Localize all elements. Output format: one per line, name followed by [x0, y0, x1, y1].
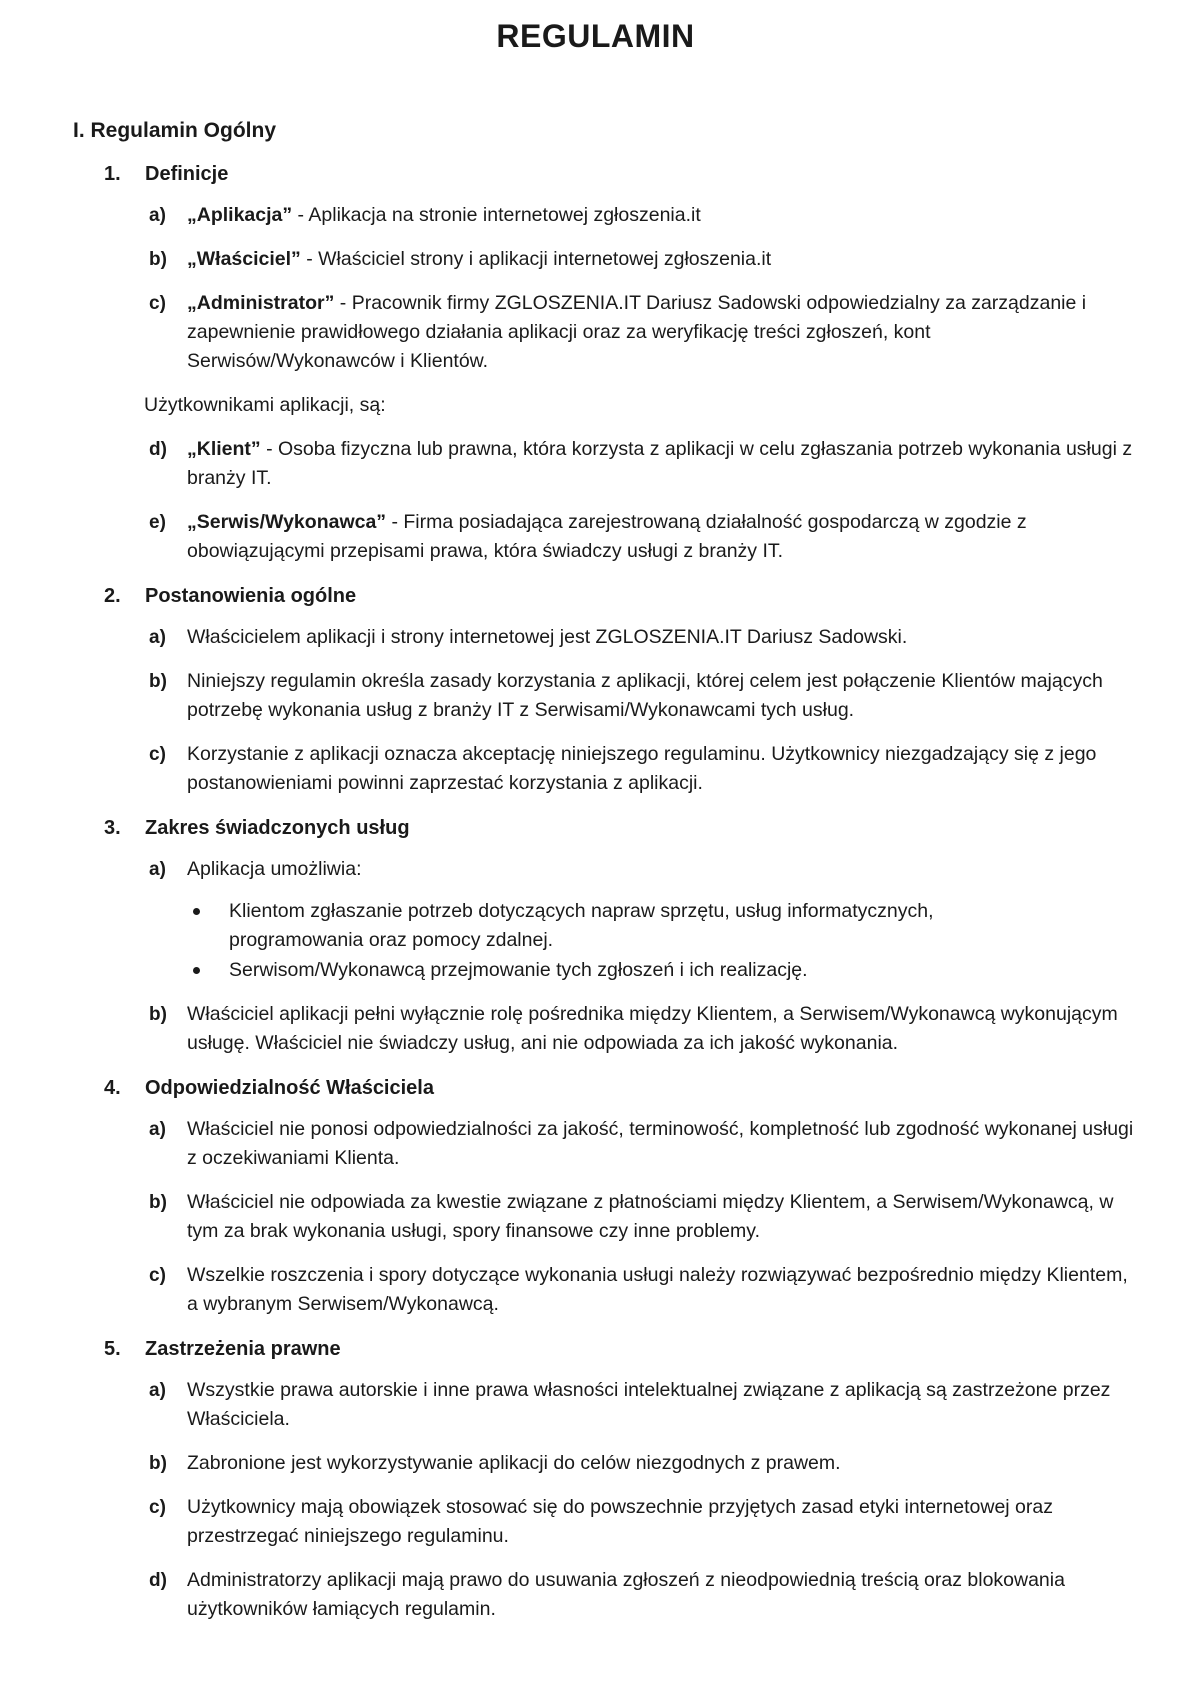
document-content — [0, 159, 1191, 1639]
item-letter: a) — [149, 627, 166, 648]
definition-text — [187, 245, 1137, 274]
item-letter: b) — [149, 671, 167, 692]
item-letter: c) — [149, 1265, 166, 1286]
heading-number: 3. — [104, 817, 121, 839]
definition-term: „Aplikacja” — [187, 204, 293, 226]
bullet-text: Serwisom/Wykonawcą przejmowanie tych zgłoszeń i ich realizację. — [229, 959, 808, 981]
definition-text — [187, 508, 1137, 566]
list-item — [0, 740, 1191, 798]
list-item — [0, 1376, 1191, 1434]
list-item — [0, 1000, 1191, 1058]
heading-text: Postanowienia ogólne — [145, 585, 357, 607]
list-item — [0, 1449, 1191, 1478]
users-note: Użytkownikami aplikacji, są: — [144, 394, 386, 416]
heading-general-provisions — [0, 581, 1191, 611]
item-letter: b) — [149, 1453, 167, 1474]
item-letter: a) — [149, 859, 166, 880]
definition-desc: - Firma posiadająca zarejestrowaną działalność gospodarczą w zgodzie z obowiązującymi przepisami prawa, która świadczy usługi z branży IT. — [187, 511, 1027, 562]
item-text: Właściciel nie ponosi odpowiedzialności za jakość, terminowość, kompletność lub zgodność wykonanej usługi z oczekiwaniami Klienta. — [187, 1118, 1134, 1169]
bullet-list — [0, 897, 1191, 985]
definition-text — [187, 289, 1137, 376]
definition-item — [0, 435, 1191, 493]
definition-term: „Administrator” — [187, 292, 335, 314]
item-text: Właścicielem aplikacji i strony internetowej jest ZGLOSZENIA.IT Dariusz Sadowski. — [187, 626, 908, 648]
heading-number: 1. — [104, 163, 121, 185]
heading-text: Odpowiedzialność Właściciela — [145, 1077, 434, 1099]
heading-number: 5. — [104, 1338, 121, 1360]
heading-number: 4. — [104, 1077, 121, 1099]
heading-legal-reservations — [0, 1334, 1191, 1364]
item-letter: d) — [149, 439, 167, 460]
bullet-text: Klientom zgłaszanie potrzeb dotyczących napraw sprzętu, usług informatycznych, programowania oraz pomocy zdalnej. — [229, 900, 934, 951]
list-item — [0, 855, 1191, 884]
definition-text — [187, 435, 1137, 493]
item-text: Wszystkie prawa autorskie i inne prawa własności intelektualnej związane z aplikacją są zastrzeżone przez Właściciela. — [187, 1379, 1111, 1430]
definition-term: „Serwis/Wykonawca” — [187, 511, 387, 533]
heading-scope-of-services — [0, 813, 1191, 843]
item-text: Zabronione jest wykorzystywanie aplikacji do celów niezgodnych z prawem. — [187, 1452, 841, 1474]
item-text: Właściciel nie odpowiada za kwestie związane z płatnościami między Klientem, a Serwisem/Wykonawcą, w tym za brak wykonania usługi, spory finansowe czy inne problemy. — [187, 1191, 1114, 1242]
item-text: Wszelkie roszczenia i spory dotyczące wykonania usługi należy rozwiązywać bezpośrednio między Klientem, a wybranym Serwisem/Wykonawcą. — [187, 1264, 1128, 1315]
definition-item — [0, 201, 1191, 230]
item-text: Administratorzy aplikacji mają prawo do usuwania zgłoszeń z nieodpowiednią treścią oraz blokowania użytkowników łamiących regulamin. — [187, 1569, 1065, 1620]
item-letter: a) — [149, 205, 166, 226]
item-letter: b) — [149, 1192, 167, 1213]
list-item — [0, 623, 1191, 652]
definition-item — [0, 289, 1191, 376]
definition-desc: - Pracownik firmy ZGLOSZENIA.IT Dariusz Sadowski odpowiedzialny za zarządzanie i zapewnienie prawidłowego działania aplikacji oraz za weryfikację treści zgłoszeń, kont Serwisów/Wykonawców i Klientów. — [187, 292, 1087, 372]
definition-item — [0, 245, 1191, 274]
definition-term: „Klient” — [187, 438, 261, 460]
bullet-icon — [193, 908, 200, 915]
heading-text: Definicje — [145, 163, 229, 185]
item-letter: d) — [149, 1570, 167, 1591]
item-text: Aplikacja umożliwia: — [187, 858, 362, 880]
heading-number: 2. — [104, 585, 121, 607]
heading-text: Zakres świadczonych usług — [145, 817, 410, 839]
item-text: Niniejszy regulamin określa zasady korzystania z aplikacji, której celem jest połączenie Klientów mających potrzebę wykonania usług z branży IT z Serwisami/Wykonawcami tych usług. — [187, 670, 1103, 721]
item-letter: b) — [149, 1004, 167, 1025]
item-text: Użytkownicy mają obowiązek stosować się do powszechnie przyjętych zasad etyki internetowej oraz przestrzegać niniejszego regulaminu. — [187, 1496, 1053, 1547]
section-title: I. Regulamin Ogólny — [73, 119, 277, 142]
item-text: Korzystanie z aplikacji oznacza akceptację niniejszego regulaminu. Użytkownicy niezgadzający się z jego postanowieniami powinni zaprzestać korzystania z aplikacji. — [187, 743, 1097, 794]
item-letter: e) — [149, 512, 166, 533]
item-letter: c) — [149, 744, 166, 765]
item-letter: a) — [149, 1119, 166, 1140]
definition-desc: - Właściciel strony i aplikacji internetowej zgłoszenia.it — [300, 248, 772, 270]
bullet-item — [0, 956, 1191, 985]
document-title: REGULAMIN — [496, 18, 695, 54]
definition-desc: - Aplikacja na stronie internetowej zgłoszenia.it — [292, 204, 701, 226]
list-item — [0, 1115, 1191, 1173]
heading-text: Zastrzeżenia prawne — [145, 1338, 341, 1360]
item-text: Właściciel aplikacji pełni wyłącznie rolę pośrednika między Klientem, a Serwisem/Wykonawcą wykonującym usługę. Właściciel nie świadczy usług, ani nie odpowiada za ich jakość wykonania. — [187, 1003, 1118, 1054]
item-letter: a) — [149, 1380, 166, 1401]
item-letter: b) — [149, 249, 167, 270]
definition-text — [187, 201, 1137, 230]
definition-term: „Właściciel” — [187, 248, 301, 270]
list-item — [0, 1261, 1191, 1319]
item-letter: c) — [149, 293, 166, 314]
heading-definitions — [0, 159, 1191, 189]
list-item — [0, 1188, 1191, 1246]
list-item — [0, 1493, 1191, 1551]
list-item — [0, 1566, 1191, 1624]
bullet-icon — [193, 967, 200, 974]
definition-desc: - Osoba fizyczna lub prawna, która korzysta z aplikacji w celu zgłaszania potrzeb wykonania usługi z branży IT. — [187, 438, 1133, 489]
bullet-item — [0, 897, 1191, 955]
definition-item — [0, 508, 1191, 566]
list-item — [0, 667, 1191, 725]
heading-owner-liability — [0, 1073, 1191, 1103]
item-letter: c) — [149, 1497, 166, 1518]
